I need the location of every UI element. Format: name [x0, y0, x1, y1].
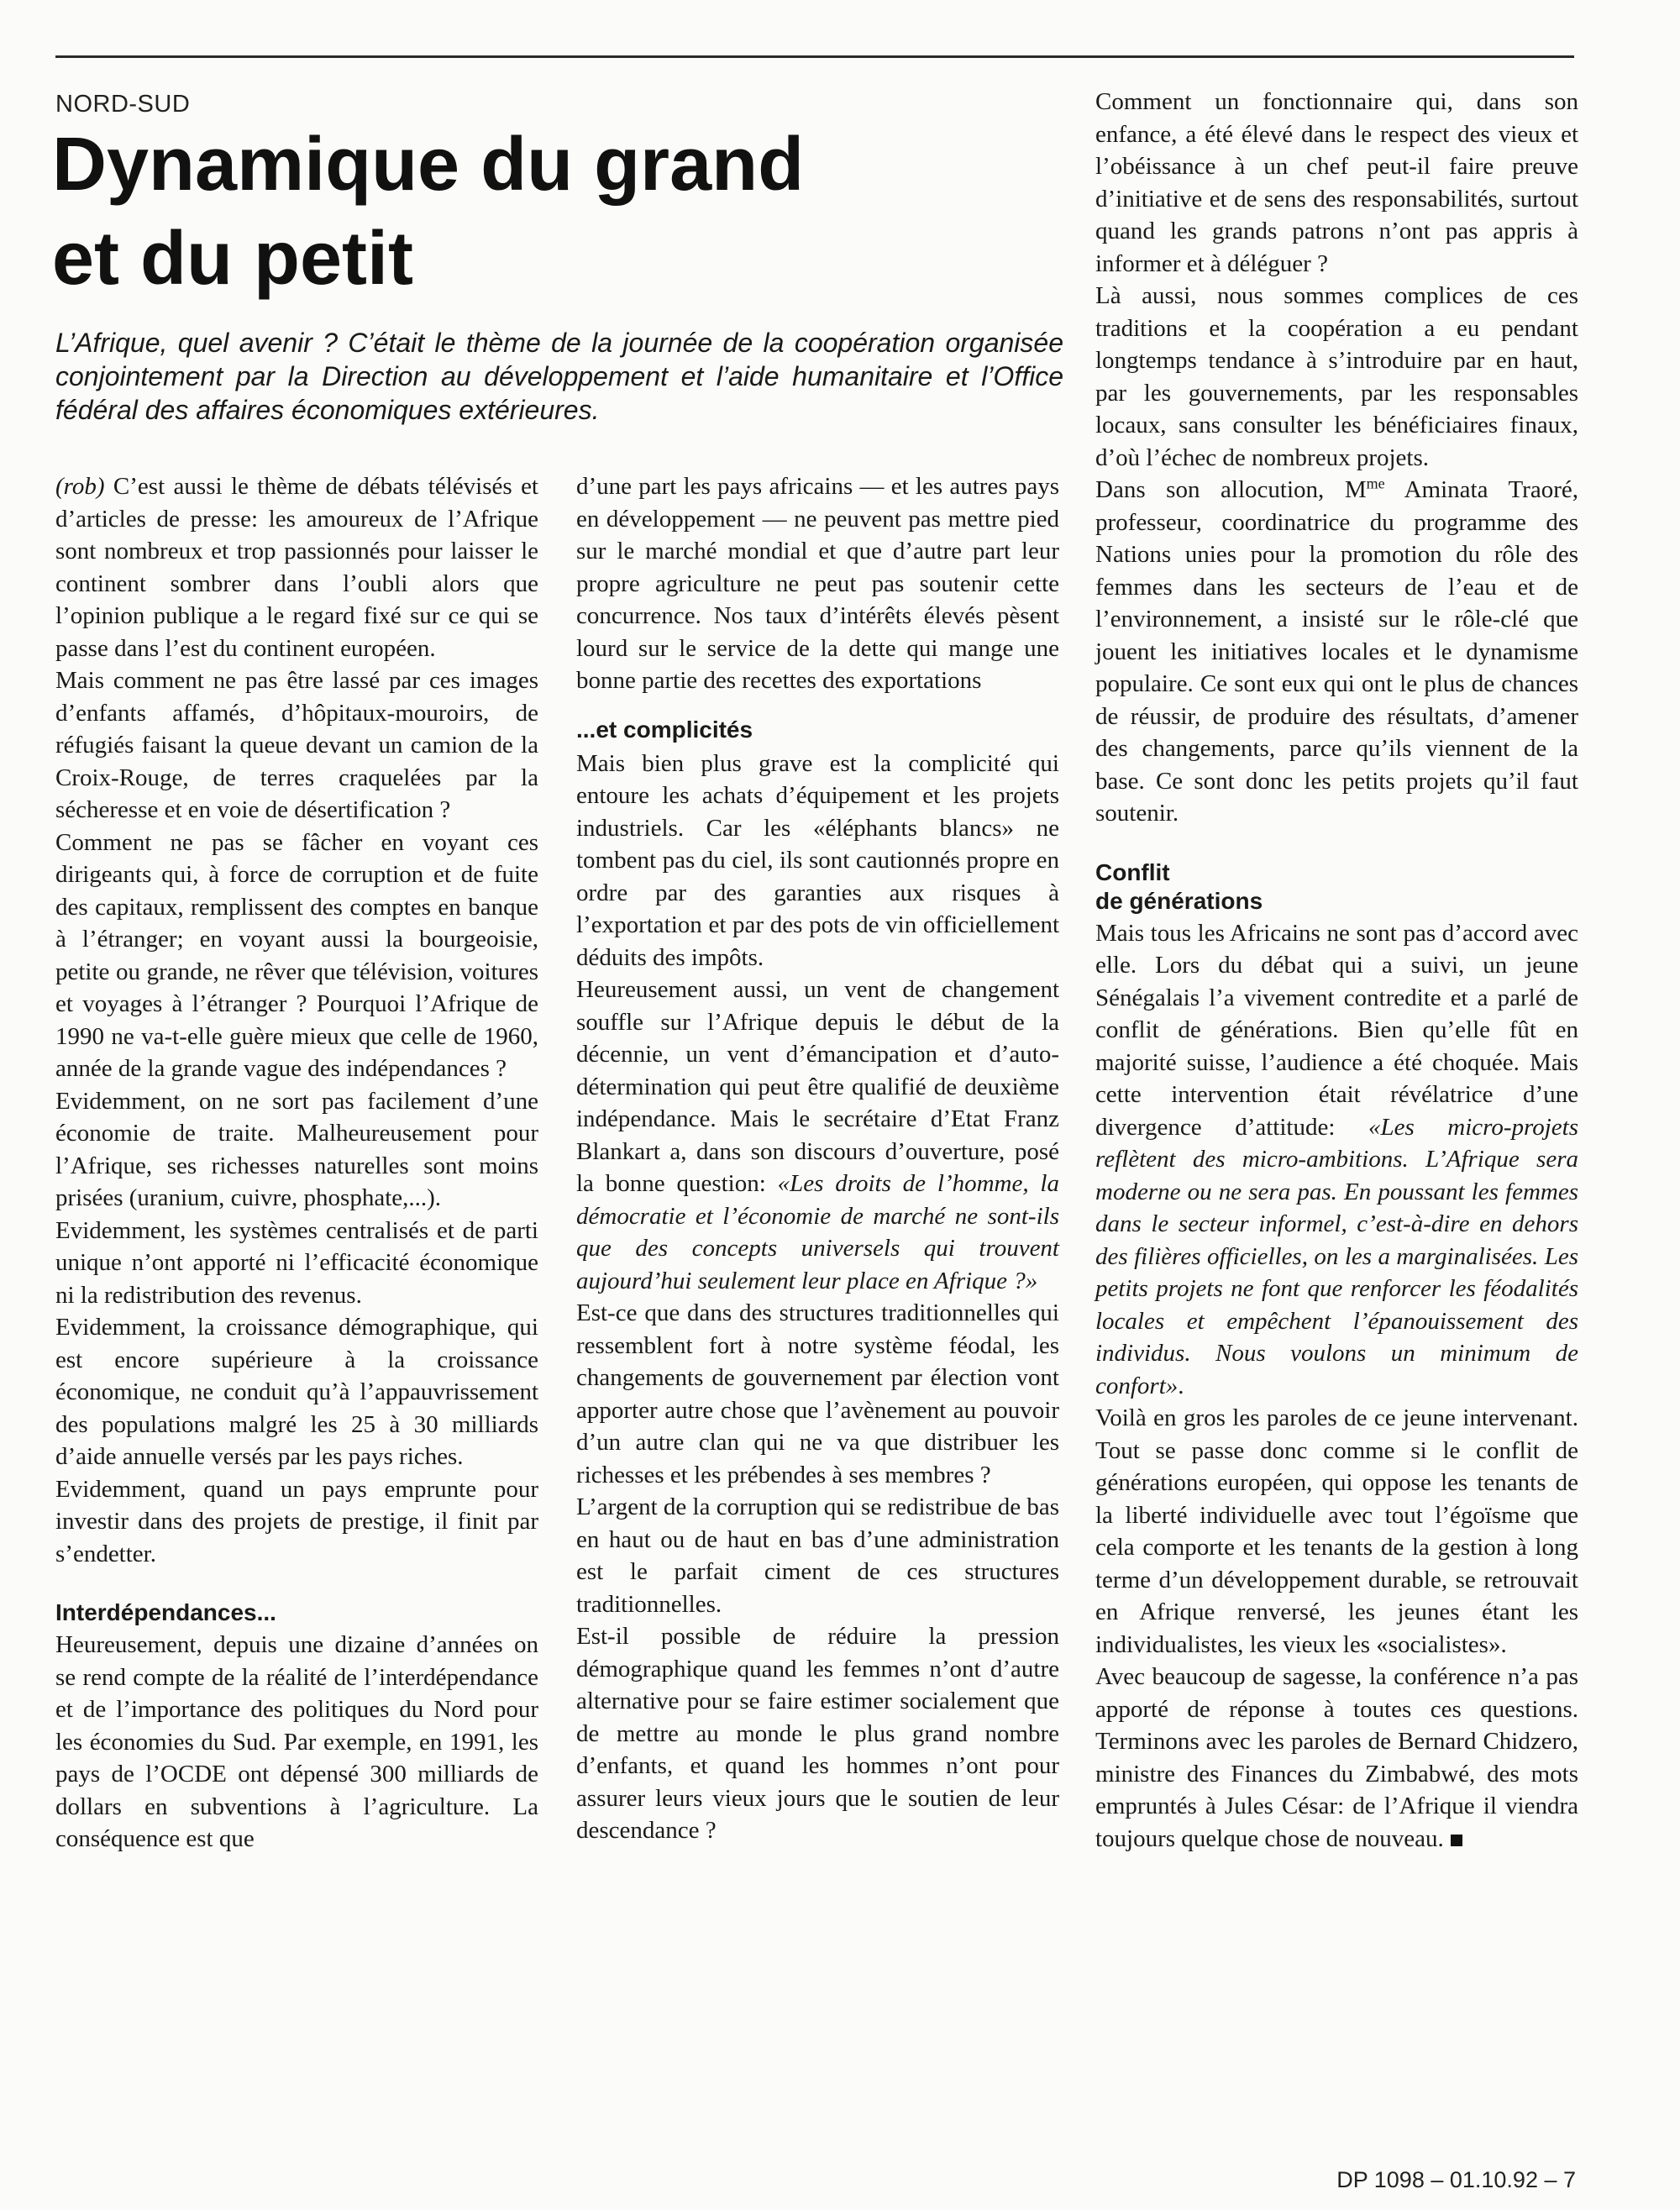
top-rule	[55, 55, 1574, 58]
paragraph: Mais tous les Africains ne sont pas d’accord avec elle. Lors du débat qui a suivi, un jeune Sénégalais l’a vivement contredite et a parlé de conflit de générations. Bien qu’elle fût en majorité suisse, l’audience a été choquée. Mais cette intervention était révélatrice d’une divergence d’attitude: «Les micro-projets reflètent des micro-ambitions. L’Afrique sera moderne ou ne sera pas. En poussant les femmes dans le secteur informel, c’est-à-dire en dehors des filières officielles, on les a marginalisées. Les petits projets ne font que renforcer les féodalités locales et empêchent l’épanouissement des individus. Nous voulons un minimum de confort».	[1095, 919, 1578, 1399]
section-label: NORD-SUD	[55, 91, 191, 118]
paragraph: Est-ce que dans des structures traditionnelles qui ressemblent fort à notre système féodal, les changements de gouvernement par élection vont apporter autre chose que l’avènement au pouvoir d’un autre clan qui ne va que distribuer les richesses et les prébendes à ses membres ?	[576, 1299, 1059, 1488]
paragraph: Evidemment, les systèmes centralisés et de parti unique n’ont apporté ni l’efficacité économique ni la redistribution des revenus.	[55, 1216, 538, 1309]
paragraph: Comment ne pas se fâcher en voyant ces dirigeants qui, à force de corruption et de fuite des capitaux, remplissent des comptes en banque à l’étranger; en voyant aussi la bourgeoisie, petite ou grande, ne rêver que télévision, voitures et voyages à l’étranger ? Pourquoi l’Afrique de 1990 ne va-t-elle guère mieux que celle de 1960, année de la grande vague des indépendances ?	[55, 828, 538, 1082]
paragraph: Evidemment, on ne sort pas facilement d’une économie de traite. Malheureusement pour l’Afrique, ses richesses naturelles sont moins prisées (uranium, cuivre, phosphate,...).	[55, 1087, 538, 1211]
article-title	[52, 118, 1060, 306]
column-2	[576, 470, 1059, 1847]
paragraph: Là aussi, nous sommes complices de ces traditions et la coopération a eu pendant longtemps tendance à s’introduire par en haut, par les gouvernements, par les responsables locaux, sans consulter les bénéficiaires finaux, d’où l’échec de nombreux projets.	[1095, 282, 1578, 471]
paragraph: (rob) C’est aussi le thème de débats télévisés et d’articles de presse: les amoureux de l’Afrique sont nombreux et trop passionnés pour laisser le continent sombrer dans l’oubli alors que l’opinion publique a le regard fixé sur ce qui se passe dans l’est du continent européen.	[55, 473, 538, 662]
quote: «Les droits de l’homme, la démocratie et l’économie de marché ne sont-ils que des concepts universels qui trouvent aujourd’hui seulement leur place en Afrique ?»	[576, 1170, 1059, 1294]
column-3	[1095, 86, 1578, 1855]
paragraph: L’argent de la corruption qui se redistribue de bas en haut ou de haut en bas d’une administration est le parfait ciment de ces structures traditionnelles.	[576, 1493, 1060, 1618]
paragraph: Avec beaucoup de sagesse, la conférence n’a pas apporté de réponse à toutes ces questions. Terminons avec les paroles de Bernard Chidzero, ministre des Finances du Zimbabwé, des mots empruntés à Jules César: de l’Afrique il viendra toujours quelque chose de nouveau.	[1095, 1663, 1578, 1852]
subheading-complicites: ...et complicités	[576, 716, 753, 743]
paragraph: Comment un fonctionnaire qui, dans son enfance, a été élevé dans le respect des vieux et l’obéissance à un chef peut-il faire preuve d’initiative et de sens des responsabilités, surtout quand les grands patrons n’ont pas appris à informer et à déléguer ?	[1095, 88, 1578, 277]
paragraph: Est-il possible de réduire la pression démographique quand les femmes n’ont d’autre alternative pour se faire estimer socialement que de mettre au monde le plus grand nombre d’enfants, et quand les hommes n’ont pour assurer leurs vieux jours que le soutien de leur descendance ?	[576, 1623, 1059, 1844]
paragraph: Mais comment ne pas être lassé par ces images d’enfants affamés, d’hôpitaux-mouroirs, de réfugiés faisant la queue devant un camion de la Croix-Rouge, de terres craquelées par la sécheresse et en voie de désertification ?	[55, 667, 538, 823]
paragraph: d’une part les pays africains — et les autres pays en développement — ne peuvent pas mettre pied sur le marché mondial et que d’autre part leur propre agriculture ne peut pas soutenir cette concurrence. Nos taux d’intérêts élevés pèsent lourd sur le service de la dette qui mange une bonne partie des recettes des exportations	[576, 473, 1059, 694]
paragraph: Mais bien plus grave est la complicité qui entoure les achats d’équipement et les projets industriels. Car les «éléphants blancs» ne tombent pas du ciel, ils sont cautionnés propre en ordre par des garanties aux risques à l’exportation et par des pots de vin officiellement déduits des impôts.	[576, 749, 1059, 971]
paragraph: Heureusement aussi, un vent de changement souffle sur l’Afrique depuis le début de la décennie, un vent d’émancipation et d’auto-détermination qui peut être qualifié de deuxième indépendance. Mais le secrétaire d’Etat Franz Blankart a, dans son discours d’ouverture, posé la bonne question: «Les droits de l’homme, la démocratie et l’économie de marché ne sont-ils que des concepts universels qui trouvent aujourd’hui seulement leur place en Afrique ?»	[576, 976, 1059, 1294]
paragraph: Voilà en gros les paroles de ce jeune intervenant. Tout se passe donc comme si le conflit de générations européen, qui oppose les tenants de la liberté individuelle avec tout l’égoïsme que cela comporte et les tenants de la gestion à long terme d’un développement durable, se retrouvait en Afrique renversé, les jeunes étant les individualistes, les vieux les «socialistes».	[1095, 1404, 1578, 1658]
subheading-interdependances: Interdépendances...	[55, 1599, 276, 1625]
title-line-2: et du petit	[52, 217, 413, 301]
paragraph: Dans son allocution, $M^{me}$ Aminata Traoré, professeur, coordinatrice du programme des Nations unies pour la promotion du rôle des femmes dans les secteurs de l’eau et de l’environnement, a insisté sur le rôle-clé que jouent les initiatives locales et le dynamisme populaire. Ce sont eux qui ont le plus de chances de réussir, de produire des résultats, d’amener des changements, parce qu’ils viennent de la base. Ce sont donc les petits projets qu’il faut soutenir.	[1095, 475, 1578, 827]
article-lead: L’Afrique, quel avenir ? C’était le thème de la journée de la coopération organisée conjointement par la Direction au développement et l’aide humanitaire et l’Office fédéral des affaires économiques extérieures.	[55, 328, 1063, 425]
quote: «Les micro-projets reflètent des micro-ambitions. L’Afrique sera moderne ou ne sera pas. En poussant les femmes dans le secteur informel, c’est-à-dire en dehors des filières officielles, on les a marginalisées. Les petits projets ne font que renforcer les féodalités locales et empêchent l’épanouissement des individus. Nous voulons un minimum de confort»	[1095, 1113, 1578, 1399]
author-initials: (rob)	[55, 473, 105, 500]
paragraph: Heureusement, depuis une dizaine d’années on se rend compte de la réalité de l’interdépendance et de l’importance des politiques du Nord pour les économies du Sud. Par exemple, en 1991, les pays de l’OCDE ont dépensé 300 milliards de dollars en subventions à l’agriculture. La conséquence est que	[55, 1631, 538, 1852]
page-footer: DP 1098 – 01.10.92 – 7	[1336, 2167, 1576, 2192]
title-line-1: Dynamique du grand	[52, 123, 805, 207]
subheading-conflit-de-generations: Conflit de générations	[1095, 858, 1263, 914]
end-of-article-square-icon	[1451, 1835, 1462, 1846]
paragraph: Evidemment, la croissance démographique, qui est encore supérieure à la croissance économique, ne conduit qu’à l’appauvrissement des populations malgré les 25 à 30 milliards d’aide annuelle versés par les pays riches.	[55, 1314, 538, 1470]
paragraph: Evidemment, quand un pays emprunte pour investir dans des projets de prestige, il finit par s’endetter.	[55, 1475, 538, 1567]
column-1	[55, 470, 538, 1856]
